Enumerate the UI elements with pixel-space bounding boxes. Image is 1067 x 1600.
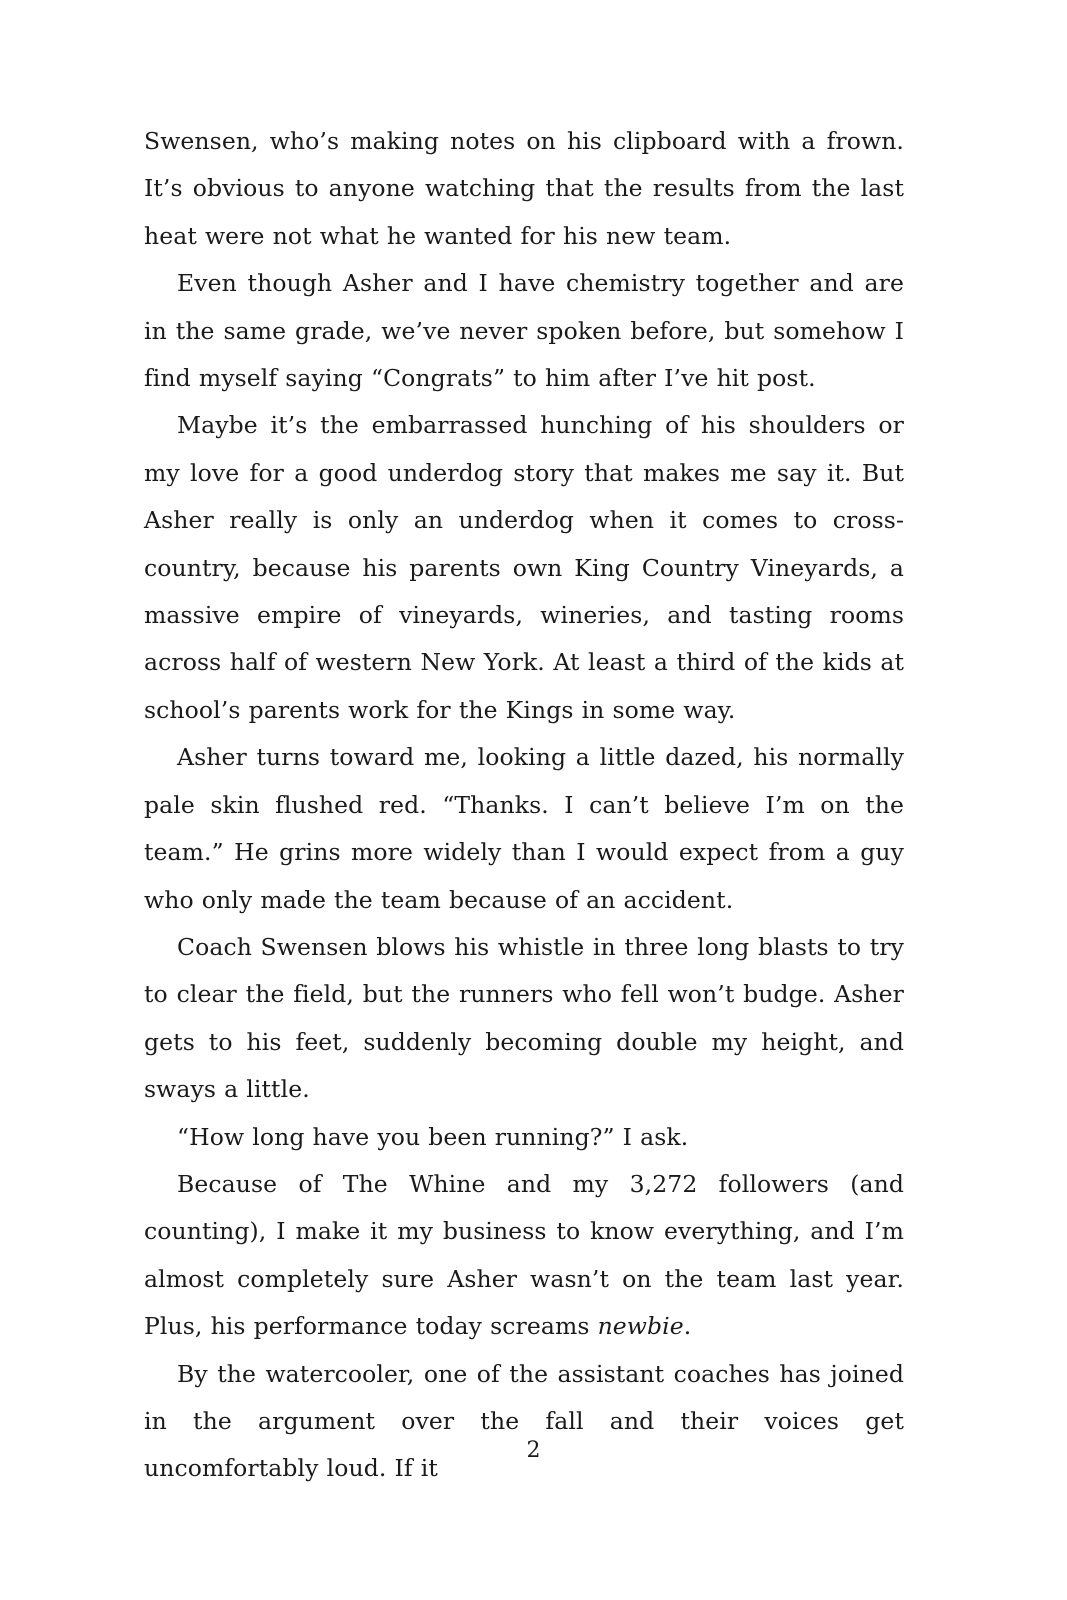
paragraph-7 <box>144 1161 904 1351</box>
paragraph-5 <box>144 924 904 1114</box>
paragraph-6 <box>144 1114 904 1161</box>
italic-word: newbie <box>597 1312 684 1341</box>
paragraph-text: . <box>683 1312 692 1341</box>
page-number: 2 <box>526 1438 541 1463</box>
paragraph-text: Asher turns toward me, looking a little dazed, his normally pale skin flushed red. “Thanks. I can’t believe I’m on the team.” He grins more widely than I would expect from a guy who only made the team because of an accident. <box>144 743 904 914</box>
body-text <box>144 118 904 1493</box>
paragraph-text: By the watercooler, one of the assistant coaches has joined in the argument over the fall and their voices get uncomfortably loud. If it <box>144 1359 904 1483</box>
paragraph-8 <box>144 1351 904 1493</box>
paragraph-4 <box>144 734 904 924</box>
paragraph-text: Maybe it’s the embarrassed hunching of his shoulders or my love for a good underdog story that makes me say it. But Asher really is only an underdog when it comes to cross-country, because his parents own King Country Vineyards, a massive empire of vineyards, wineries, and tasting rooms across half of western New York. At least a third of the kids at school’s parents work for the Kings in some way. <box>144 411 904 724</box>
paragraph-text: Swensen, who’s making notes on his clipboard with a frown. It’s obvious to anyone watching that the results from the last heat were not what he wanted for his new team. <box>144 127 904 250</box>
paragraph-text: Even though Asher and I have chemistry together and are in the same grade, we’ve never spoken before, but somehow I find myself saying “Congrats” to him after I’ve hit post. <box>144 269 904 393</box>
paragraph-text: Coach Swensen blows his whistle in three long blasts to try to clear the field, but the runners who fell won’t budge. Asher gets to his feet, suddenly becoming double my height, and sways a little. <box>144 932 904 1104</box>
paragraph-2 <box>144 260 904 402</box>
paragraph-1 <box>144 118 904 260</box>
paragraph-text: Because of The Whine and my 3,272 followers (and counting), I make it my business to know everything, and I’m almost completely sure Asher wasn’t on the team last year. Plus, his performance today screams <box>144 1169 904 1341</box>
paragraph-3 <box>144 402 904 734</box>
paragraph-text: “How long have you been running?” I ask. <box>177 1122 689 1151</box>
